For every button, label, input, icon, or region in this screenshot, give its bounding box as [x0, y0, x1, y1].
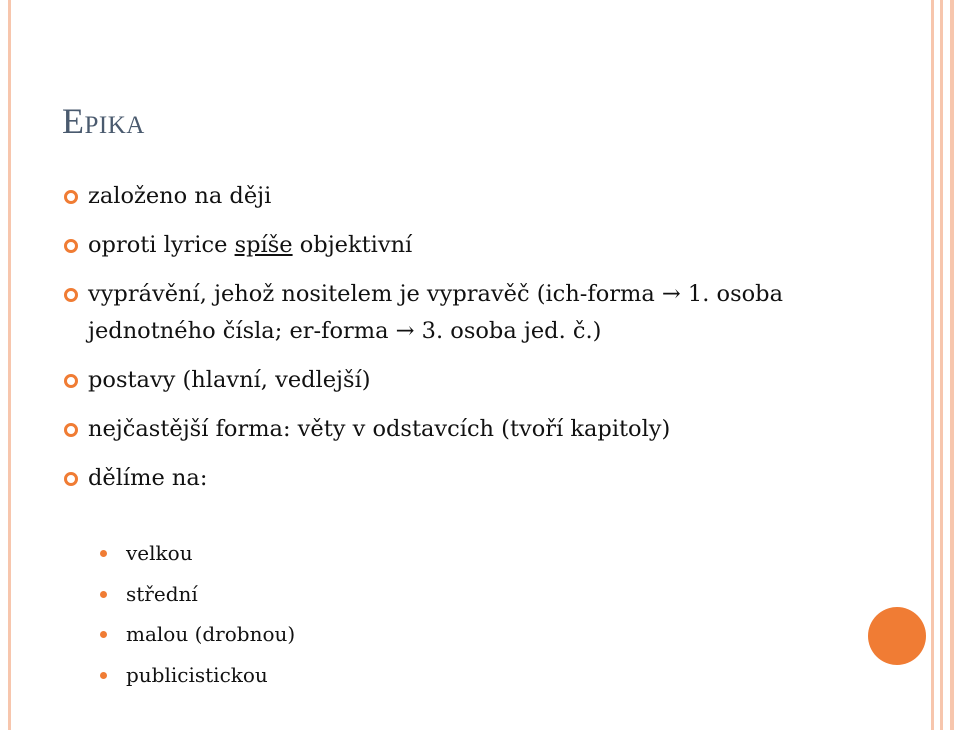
- bullet-dot-icon: [100, 631, 107, 638]
- sub-bullet-item: [100, 579, 295, 609]
- bullet-circle-icon: [64, 472, 78, 486]
- bullet-item: [64, 460, 914, 497]
- bullet-circle-icon: [64, 239, 78, 253]
- bullet-dot-icon: [100, 672, 107, 679]
- bullet-circle-icon: [64, 374, 78, 388]
- bullet-circle-icon: [64, 423, 78, 437]
- bullet-list: [64, 178, 914, 509]
- frame-line-right-1: [931, 0, 934, 730]
- frame-line-right-3: [950, 0, 954, 730]
- bullet-text: dělíme na:: [88, 465, 208, 491]
- bullet-text-post: objektivní: [292, 232, 413, 258]
- bullet-text: vyprávění, jehož nositelem je vypravěč (ich-forma → 1. osoba jednotného čísla; er-forma → 3. osoba jed. č.): [88, 281, 783, 344]
- bullet-dot-icon: [100, 550, 107, 557]
- bullet-text: založeno na ději: [88, 183, 272, 209]
- sub-bullet-item: [100, 660, 295, 690]
- frame-line-right-2: [940, 0, 943, 730]
- bullet-text: nejčastější forma: věty v odstavcích (tvoří kapitoly): [88, 416, 671, 442]
- bullet-item: [64, 276, 914, 350]
- sub-bullet-item: [100, 619, 295, 649]
- bullet-circle-icon: [64, 190, 78, 204]
- bullet-dot-icon: [100, 591, 107, 598]
- sub-bullet-list: [100, 538, 295, 700]
- bullet-item: [64, 227, 914, 264]
- frame-line-left: [8, 0, 11, 730]
- bullet-text: postavy (hlavní, vedlejší): [88, 367, 371, 393]
- bullet-text-pre: oproti lyrice: [88, 232, 235, 258]
- sub-bullet-text: publicistickou: [126, 662, 268, 687]
- sub-bullet-text: střední: [126, 581, 198, 606]
- decorative-circle: [868, 607, 926, 665]
- sub-bullet-text: velkou: [126, 541, 193, 565]
- bullet-item: [64, 411, 914, 448]
- slide-title: Epika: [62, 101, 145, 141]
- sub-bullet-text: malou (drobnou): [126, 622, 296, 646]
- bullet-item: [64, 178, 914, 215]
- bullet-text-underlined: spíše: [234, 232, 293, 258]
- bullet-circle-icon: [64, 288, 78, 302]
- bullet-item: [64, 362, 914, 399]
- sub-bullet-item: [100, 538, 295, 568]
